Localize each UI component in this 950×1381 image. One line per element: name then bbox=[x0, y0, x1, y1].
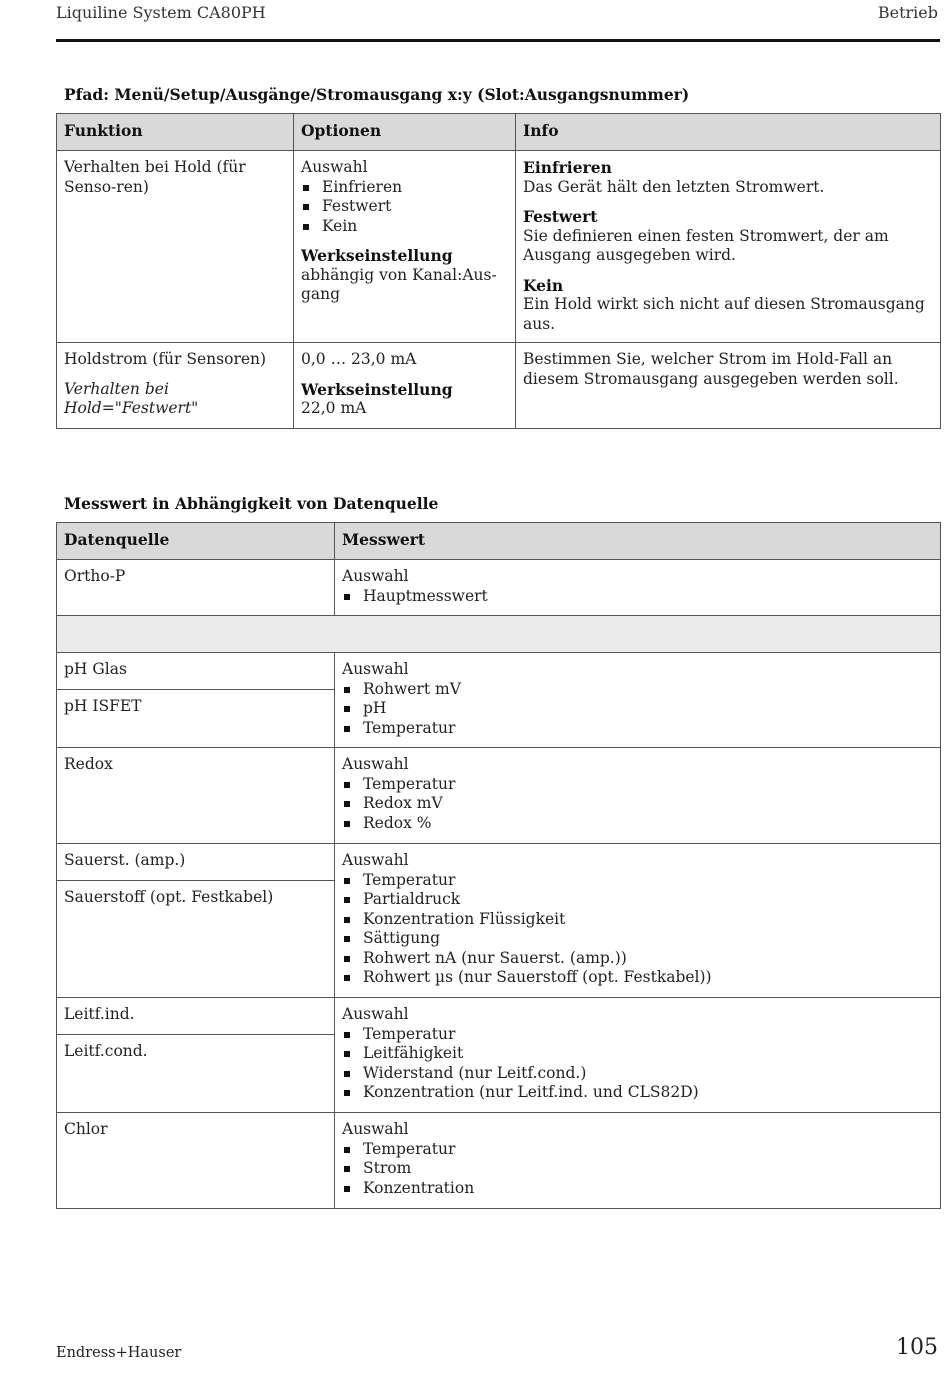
auswahl-label: Auswahl bbox=[301, 158, 368, 176]
list-item: Rohwert mV bbox=[342, 680, 934, 700]
list-item: Leitfähigkeit bbox=[342, 1044, 934, 1064]
source-cell: Redox bbox=[57, 748, 335, 844]
info-label-kein: Kein bbox=[523, 275, 564, 295]
source-cell: pH Glas bbox=[57, 653, 335, 690]
page-number: 105 bbox=[896, 1335, 938, 1360]
list-item: Strom bbox=[342, 1159, 934, 1179]
value-list bbox=[342, 775, 934, 834]
auswahl-label: Auswahl bbox=[342, 851, 409, 869]
source-cell: Leitf.ind. bbox=[57, 998, 335, 1035]
source-cell: Leitf.cond. bbox=[57, 1035, 335, 1113]
value-cell bbox=[335, 560, 941, 616]
column-header-info: Info bbox=[516, 114, 941, 151]
info-label-festwert: Festwert bbox=[523, 207, 598, 226]
value-cell bbox=[335, 1113, 941, 1209]
column-header-optionen: Optionen bbox=[294, 114, 516, 151]
list-item: Konzentration Flüssigkeit bbox=[342, 910, 934, 930]
source-cell: pH ISFET bbox=[57, 690, 335, 748]
value-list bbox=[342, 1025, 934, 1103]
table-row bbox=[57, 151, 941, 343]
table-row bbox=[57, 653, 941, 690]
table-row bbox=[57, 343, 941, 429]
table-header-row bbox=[57, 114, 941, 151]
list-item: Temperatur bbox=[342, 1025, 934, 1045]
value-cell bbox=[335, 844, 941, 998]
option-list bbox=[301, 178, 509, 237]
info-text-festwert: Sie definieren einen festen Stromwert, der am Ausgang ausgegeben wird. bbox=[523, 226, 889, 264]
value-list bbox=[342, 1140, 934, 1199]
footer-brand: Endress+Hauser bbox=[56, 1345, 182, 1361]
auswahl-label: Auswahl bbox=[342, 660, 409, 678]
value-list bbox=[342, 871, 934, 988]
factory-setting-label: Werkseinstellung bbox=[301, 246, 453, 265]
list-item: Temperatur bbox=[342, 871, 934, 891]
row2-range: 0,0 … 23,0 mA bbox=[301, 350, 417, 368]
column-header-datenquelle: Datenquelle bbox=[57, 523, 335, 560]
table-row bbox=[57, 844, 941, 881]
list-item: Rohwert nA (nur Sauerst. (amp.)) bbox=[342, 949, 934, 969]
list-item: Redox mV bbox=[342, 794, 934, 814]
source-cell: Sauerstoff (opt. Festkabel) bbox=[57, 881, 335, 998]
row2-funktion-name: Holdstrom (für Sensoren) bbox=[64, 350, 267, 368]
value-cell bbox=[335, 653, 941, 748]
table-header-row bbox=[57, 523, 941, 560]
list-item: Festwert bbox=[301, 197, 509, 217]
factory-setting-value: 22,0 mA bbox=[301, 399, 367, 417]
value-cell bbox=[335, 748, 941, 844]
info-text-einfrieren: Das Gerät hält den letzten Stromwert. bbox=[523, 177, 825, 196]
row1-info bbox=[516, 151, 941, 343]
source-cell: Sauerst. (amp.) bbox=[57, 844, 335, 881]
list-item: Sättigung bbox=[342, 929, 934, 949]
value-cell bbox=[335, 998, 941, 1113]
factory-setting-value: abhängig von Kanal:Aus-gang bbox=[301, 265, 497, 303]
header-rule bbox=[56, 39, 940, 42]
path-settings-table bbox=[56, 113, 941, 429]
auswahl-label: Auswahl bbox=[342, 755, 409, 773]
row2-condition: Verhalten bei Hold="Festwert" bbox=[64, 379, 199, 417]
table-row bbox=[57, 748, 941, 844]
value-list bbox=[342, 587, 934, 607]
list-item: Widerstand (nur Leitf.cond.) bbox=[342, 1064, 934, 1084]
header-section-name: Betrieb bbox=[877, 3, 938, 22]
column-header-funktion: Funktion bbox=[57, 114, 294, 151]
row2-optionen bbox=[294, 343, 516, 429]
row2-funktion bbox=[57, 343, 294, 429]
table-row bbox=[57, 998, 941, 1035]
auswahl-label: Auswahl bbox=[342, 1120, 409, 1138]
list-item: Partialdruck bbox=[342, 890, 934, 910]
shaded-separator-cell bbox=[57, 616, 941, 653]
list-item: Rohwert µs (nur Sauerstoff (opt. Festkabel)) bbox=[342, 968, 934, 988]
separator-row bbox=[57, 616, 941, 653]
measured-value-table bbox=[56, 522, 941, 1209]
list-item: Konzentration bbox=[342, 1179, 934, 1199]
factory-setting-label: Werkseinstellung bbox=[301, 379, 453, 399]
list-item: Hauptmesswert bbox=[342, 587, 934, 607]
row2-info: Bestimmen Sie, welcher Strom im Hold-Fall an diesem Stromausgang ausgegeben werden soll. bbox=[516, 343, 941, 429]
list-item: Redox % bbox=[342, 814, 934, 834]
source-cell: Chlor bbox=[57, 1113, 335, 1209]
column-header-messwert: Messwert bbox=[335, 523, 941, 560]
auswahl-label: Auswahl bbox=[342, 567, 409, 585]
table-row bbox=[57, 560, 941, 616]
header-document-title: Liquiline System CA80PH bbox=[56, 3, 266, 22]
info-text-kein: Ein Hold wirkt sich nicht auf diesen Stromausgang aus. bbox=[523, 295, 925, 333]
row1-funktion: Verhalten bei Hold (für Senso-ren) bbox=[57, 151, 294, 343]
table2-title: Messwert in Abhängigkeit von Datenquelle bbox=[64, 494, 439, 513]
list-item: Konzentration (nur Leitf.ind. und CLS82D) bbox=[342, 1083, 934, 1103]
list-item: Temperatur bbox=[342, 1140, 934, 1160]
list-item: Kein bbox=[301, 217, 509, 237]
table1-title: Pfad: Menü/Setup/Ausgänge/Stromausgang x:y (Slot:Ausgangsnummer) bbox=[64, 85, 690, 104]
info-label-einfrieren: Einfrieren bbox=[523, 158, 612, 177]
table-row bbox=[57, 1113, 941, 1209]
value-list bbox=[342, 680, 934, 739]
source-cell: Ortho-P bbox=[57, 560, 335, 616]
list-item: Temperatur bbox=[342, 719, 934, 739]
row1-optionen bbox=[294, 151, 516, 343]
list-item: Einfrieren bbox=[301, 178, 509, 198]
list-item: Temperatur bbox=[342, 775, 934, 795]
list-item: pH bbox=[342, 699, 934, 719]
auswahl-label: Auswahl bbox=[342, 1005, 409, 1023]
